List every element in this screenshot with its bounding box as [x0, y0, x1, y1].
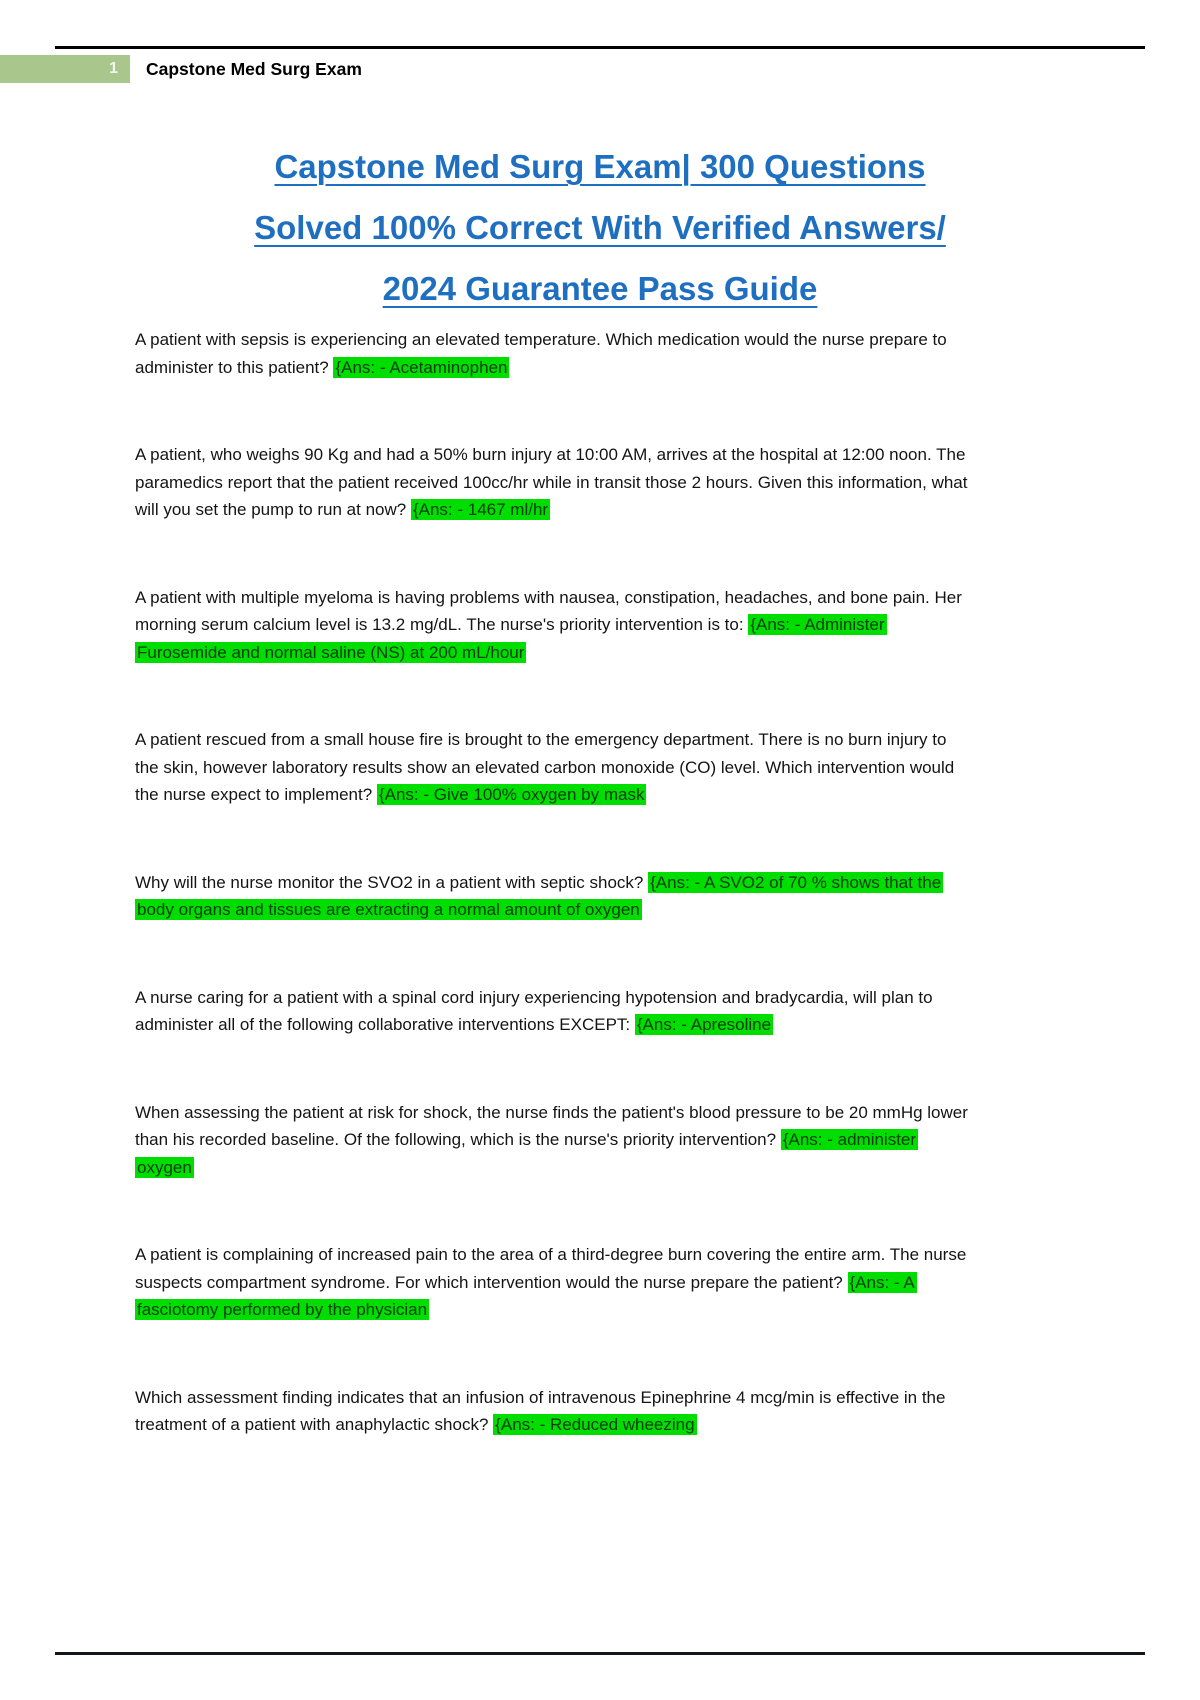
bottom-horizontal-rule [55, 1652, 1145, 1655]
question-item [135, 1384, 973, 1439]
document-title-line-1: Capstone Med Surg Exam| 300 Questions [274, 148, 926, 185]
question-text: When assessing the patient at risk for shock, the nurse finds the patient's blood pressure to be 20 mmHg lower than his recorded baseline. Of the following, which is the nurse's priority intervention? [135, 1102, 968, 1149]
question-item [135, 441, 973, 524]
question-text: A patient with sepsis is experiencing an elevated temperature. Which medication would the nurse prepare to administer to this patient? [135, 330, 947, 377]
question-text: A patient, who weighs 90 Kg and had a 50% burn injury at 10:00 AM, arrives at the hospital at 12:00 noon. The paramedics report that the patient received 100cc/hr while in transit those 2 hours. Given this information, what will you set the pump to run at now? [135, 445, 968, 519]
question-item [135, 1099, 973, 1182]
question-text: Why will the nurse monitor the SVO2 in a patient with septic shock? [135, 872, 644, 892]
question-text: A patient with multiple myeloma is having problems with nausea, constipation, headaches, and bone pain. Her morning serum calcium level is 13.2 mg/dL. The nurse's priority intervention is to: [135, 587, 962, 634]
question-item [135, 326, 973, 381]
page-number-bar [0, 55, 130, 83]
document-title-line-3: 2024 Guarantee Pass Guide [382, 270, 818, 307]
answer-highlight: {Ans: - Give 100% oxygen by mask [378, 785, 645, 804]
answer-highlight: {Ans: - 1467 ml/hr [412, 500, 549, 519]
top-horizontal-rule [55, 46, 1145, 49]
questions-list [135, 326, 973, 1499]
answer-highlight: {Ans: - Reduced wheezing [495, 1415, 695, 1434]
page-header [0, 55, 362, 83]
question-item [135, 726, 973, 809]
header-title: Capstone Med Surg Exam [146, 58, 362, 79]
page-number: 1 [109, 60, 118, 77]
answer-highlight: {Ans: - Apresoline [636, 1015, 772, 1034]
document-title-line-2: Solved 100% Correct With Verified Answers/ [254, 209, 946, 246]
answer-highlight: {Ans: - A fasciotomy performed by the physician [137, 1272, 915, 1319]
answer-highlight: {Ans: - Acetaminophen [335, 357, 508, 377]
question-item [135, 984, 973, 1039]
question-text: Which assessment finding indicates that an infusion of intravenous Epinephrine 4 mcg/min is effective in the treatment of a patient with anaphylactic shock? [135, 1387, 946, 1434]
question-text: A patient is complaining of increased pain to the area of a third-degree burn covering the entire arm. The nurse suspects compartment syndrome. For which intervention would the nurse prepare the patient? [135, 1245, 967, 1292]
question-item [135, 1241, 973, 1324]
answer-highlight: {Ans: - administer oxygen [137, 1130, 917, 1177]
question-item [135, 869, 973, 924]
answer-highlight: {Ans: - A SVO2 of 70 % shows that the body organs and tissues are extracting a normal amount of oxygen [137, 872, 942, 919]
question-item [135, 584, 973, 667]
question-text: A patient rescued from a small house fire is brought to the emergency department. There is no burn injury to the skin, however laboratory results show an elevated carbon monoxide (CO) level. Which intervention would the nurse expect to implement? [135, 730, 955, 804]
answer-highlight: {Ans: - Administer Furosemide and normal saline (NS) at 200 mL/hour [137, 615, 885, 662]
document-title [135, 136, 1065, 319]
question-text: A nurse caring for a patient with a spinal cord injury experiencing hypotension and bradycardia, will plan to administer all of the following collaborative interventions EXCEPT: [135, 987, 933, 1034]
